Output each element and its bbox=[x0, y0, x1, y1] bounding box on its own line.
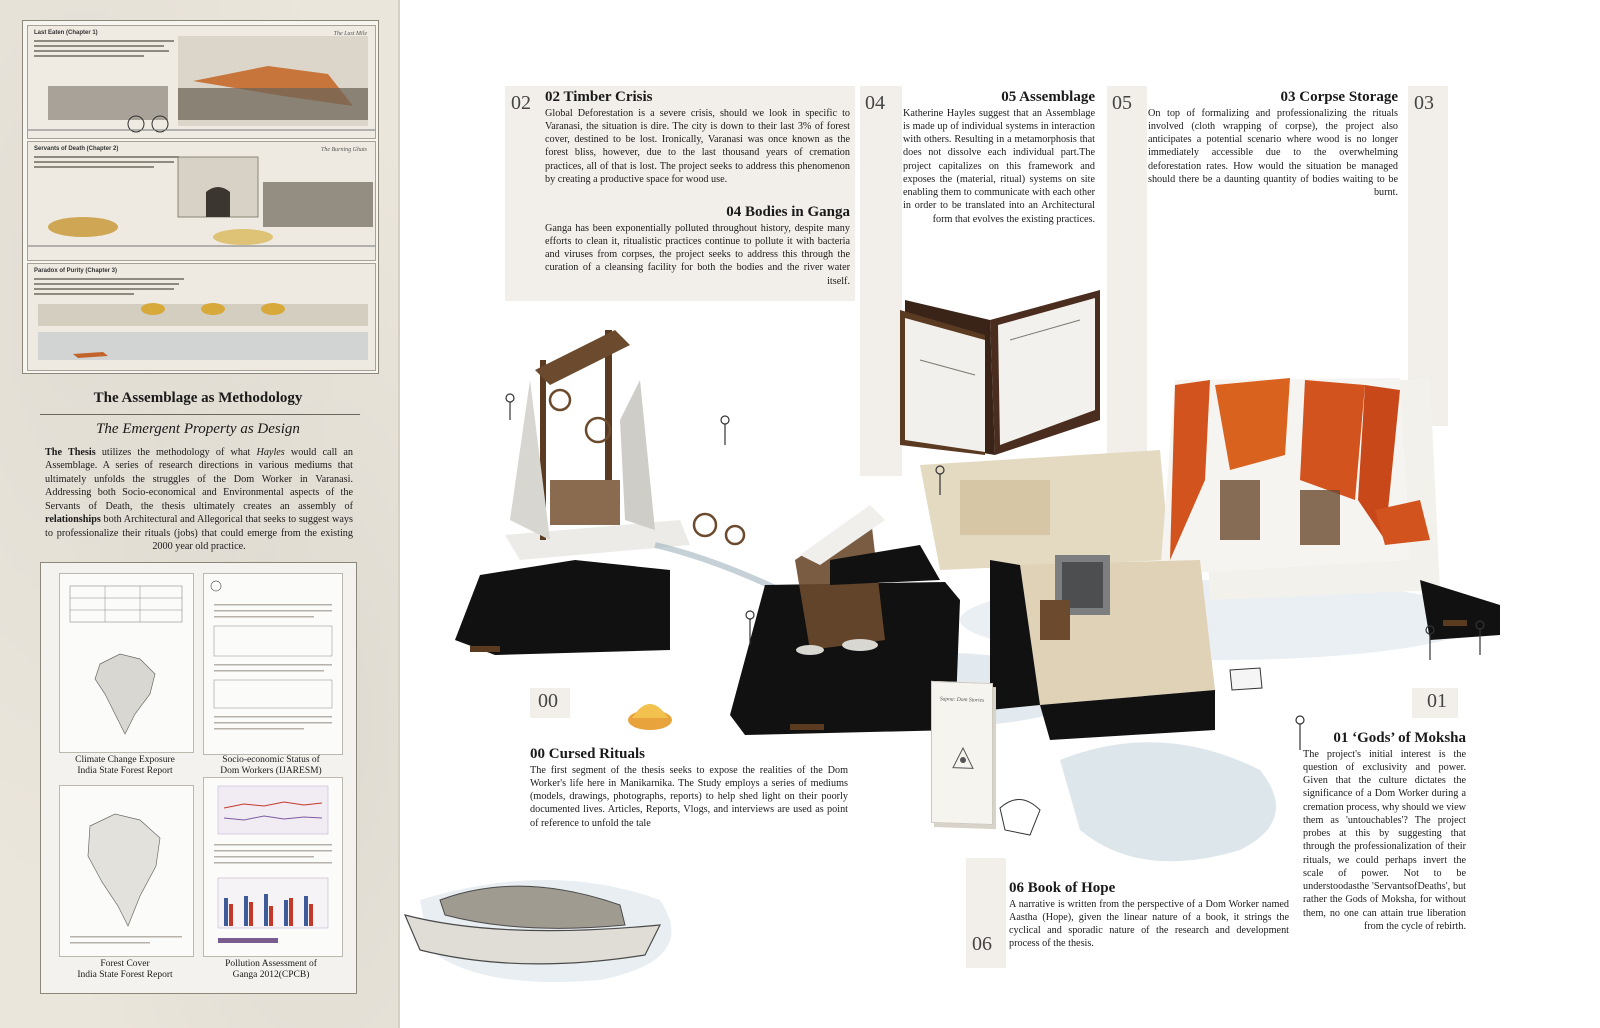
document-table-and-map bbox=[60, 574, 193, 752]
section-cursed-rituals bbox=[530, 746, 848, 830]
book-cover-emblem bbox=[948, 743, 978, 774]
sketch-strip-last-eaten bbox=[27, 25, 376, 139]
section-bodies-in-ganga bbox=[545, 204, 850, 288]
research-documents-board bbox=[40, 562, 357, 994]
section-body: The first segment of the thesis seeks to expose the realities of the Dom Worker's life here in Manikarnika. The Study employs a series of mediums (models, drawings, photographs, reports) to help shed light on their poorly documented lives. Articles, Reports, Vlogs, and interviews are used as point of reference to unfold the tale bbox=[530, 764, 848, 829]
sketch-board bbox=[22, 20, 379, 374]
strip-text-line bbox=[34, 166, 154, 168]
section-corpse-storage bbox=[1148, 89, 1398, 199]
method-body-text: utilizes the methodology of what bbox=[95, 447, 257, 458]
document-bar-charts bbox=[204, 778, 342, 956]
section-title: 03 Corpse Storage bbox=[1280, 89, 1398, 105]
document-india-map bbox=[60, 786, 193, 956]
strip-text-line bbox=[34, 40, 174, 42]
method-body-author: Hayles bbox=[256, 447, 285, 458]
section-number-02: 02 bbox=[511, 92, 531, 114]
section-body: A narrative is written from the perspective of a Dom Worker named Aastha (Hope), given the linear nature of a book, it strings the cyclical and sporadic nature of the research and development process of the thesis. bbox=[1009, 898, 1289, 950]
strip-text-line bbox=[34, 55, 144, 57]
strip-text-line bbox=[34, 50, 169, 52]
section-number-01: 01 bbox=[1427, 690, 1447, 712]
section-number-06: 06 bbox=[972, 933, 992, 955]
document-caption bbox=[201, 755, 341, 778]
section-title: 04 Bodies in Ganga bbox=[726, 204, 850, 220]
section-gods-of-moksha bbox=[1303, 730, 1466, 933]
section-book-of-hope bbox=[1009, 880, 1289, 951]
section-body: On top of formalizing and professionalizing the rituals involved (cloth wrapping of corpse), the project also anticipates a potential scenario where wood is no longer immediately accessible due to the overwhelming deforestation rates. How would the situation be managed should there be a daunting quantity of bodies waiting to be burnt. bbox=[1148, 107, 1398, 198]
strip-text-line bbox=[34, 156, 179, 158]
document-text-and-tables bbox=[204, 574, 342, 754]
document-caption bbox=[55, 959, 195, 982]
book-cover-title: Sapna: Dom Stories bbox=[939, 696, 985, 704]
document-caption bbox=[201, 959, 341, 982]
model-plaque bbox=[790, 724, 824, 730]
doc-caption-text: Pollution Assessment of Ganga 2012(CPCB) bbox=[225, 959, 317, 981]
sketch-strip-paradox-of-purity bbox=[27, 263, 376, 371]
section-title: 06 Book of Hope bbox=[1009, 880, 1116, 896]
section-number-00: 00 bbox=[538, 690, 558, 712]
strip-side-title: The Last Mile bbox=[333, 31, 367, 37]
sketch-illustration-cremation-yard bbox=[28, 26, 375, 138]
document-climate-report bbox=[59, 573, 194, 753]
doc-caption-text: Climate Change Exposure India State Forest Report bbox=[75, 755, 175, 777]
sketch-illustration-burning-ghats bbox=[28, 142, 375, 260]
method-body-text: both Architectural and Allegorical that seeks to suggest ways to professionalize their rituals (jobs) that could emerge from the existing 2000 year old practice. bbox=[45, 514, 353, 553]
title-divider bbox=[40, 414, 360, 415]
section-number-03: 03 bbox=[1414, 92, 1434, 114]
document-caption bbox=[55, 755, 195, 778]
section-body: Global Deforestation is a severe crisis, should we look in specific to Varanasi, the situation is dire. The city is down to their last 3% of forest cover, destined to be lost. Ironically, Varanasi was once known as the forest bliss, however, due to the last thousand years of cremation practices, all of that is lost. The project seeks to address this phenomenon by creating a productive space for wood use. bbox=[545, 107, 850, 185]
section-body: The project's initial interest is the question of exclusivity and power. Given that the culture dictates the significance of a Dom Worker during a cremation process, why should we view them as 'untouchables'? The project probes at this by suggesting that through the professionalization of their rituals, we could perhaps invert the scale of power. Not to be understoodasthe 'ServantsofDeaths', but rather the Gods of Moksha, for without them, no one can attain true liberation from the cycle of rebirth. bbox=[1303, 748, 1466, 932]
strip-text-line bbox=[34, 288, 174, 290]
document-socio-economic-paper bbox=[203, 573, 343, 755]
strip-text-line bbox=[34, 283, 179, 285]
doc-caption-text: Forest Cover India State Forest Report bbox=[77, 959, 173, 981]
section-title: 05 Assemblage bbox=[1001, 89, 1095, 105]
section-number-05: 05 bbox=[1112, 92, 1132, 114]
section-body: Katherine Hayles suggest that an Assemblage is made up of individual systems in interaction with others. Resulting in a metamorphosis that does not dissolve each individual part.The project capitalizes on this framework and exposes the (material, ritual) systems on site enabling them to communicate with each other in order to be translated into an Architectural form that evolves the existing practices. bbox=[903, 107, 1095, 225]
section-title: 02 Timber Crisis bbox=[545, 89, 653, 105]
method-body-lead: The Thesis bbox=[45, 447, 96, 458]
strip-text-line bbox=[34, 293, 134, 295]
section-title: 01 ‘Gods’ of Moksha bbox=[1333, 730, 1466, 746]
strip-title: Last Eaten (Chapter 1) bbox=[34, 30, 98, 36]
model-plaque bbox=[1443, 620, 1467, 626]
method-subtitle: The Emergent Property as Design bbox=[96, 421, 300, 437]
section-title: 00 Cursed Rituals bbox=[530, 746, 646, 762]
section-timber-crisis bbox=[545, 89, 850, 186]
model-plaque bbox=[470, 646, 500, 652]
method-body bbox=[45, 446, 353, 554]
section-number-04: 04 bbox=[865, 92, 885, 114]
doc-caption-text: Socio-economic Status of Dom Workers (IJARESM) bbox=[220, 755, 322, 777]
section-assemblage bbox=[903, 89, 1095, 226]
strip-text-line bbox=[34, 45, 164, 47]
method-body-emphasis: relationships bbox=[45, 514, 101, 526]
strip-text-line bbox=[34, 278, 184, 280]
sketch-strip-servants-of-death bbox=[27, 141, 376, 261]
document-forest-cover bbox=[59, 785, 194, 957]
document-pollution-assessment bbox=[203, 777, 343, 957]
strip-text-line bbox=[34, 161, 174, 163]
section-body: Ganga has been exponentially polluted throughout history, despite many efforts to clean it, ritualistic practices continue to pollute it with bacteria and viruses from corpses, the project seeks to address this through the curation of a cleansing facility for both the bodies and the river water itself. bbox=[545, 222, 850, 287]
strip-title: Paradox of Purity (Chapter 3) bbox=[34, 268, 118, 274]
strip-title: Servants of Death (Chapter 2) bbox=[34, 146, 119, 152]
method-title: The Assemblage as Methodology bbox=[93, 390, 303, 406]
book-of-hope-cover bbox=[931, 681, 993, 825]
strip-side-title: The Burning Ghats bbox=[320, 147, 367, 153]
left-panel bbox=[0, 0, 400, 1028]
method-body-text: would call an Assemblage. A series of research directions in various mediums that ultimately unfolds the struggles of the Dom Worker in Varanasi. Addressing both Socio-economical and Environmental aspects of the Servants of Death, the thesis ultimately creates an assembly of bbox=[45, 447, 354, 512]
